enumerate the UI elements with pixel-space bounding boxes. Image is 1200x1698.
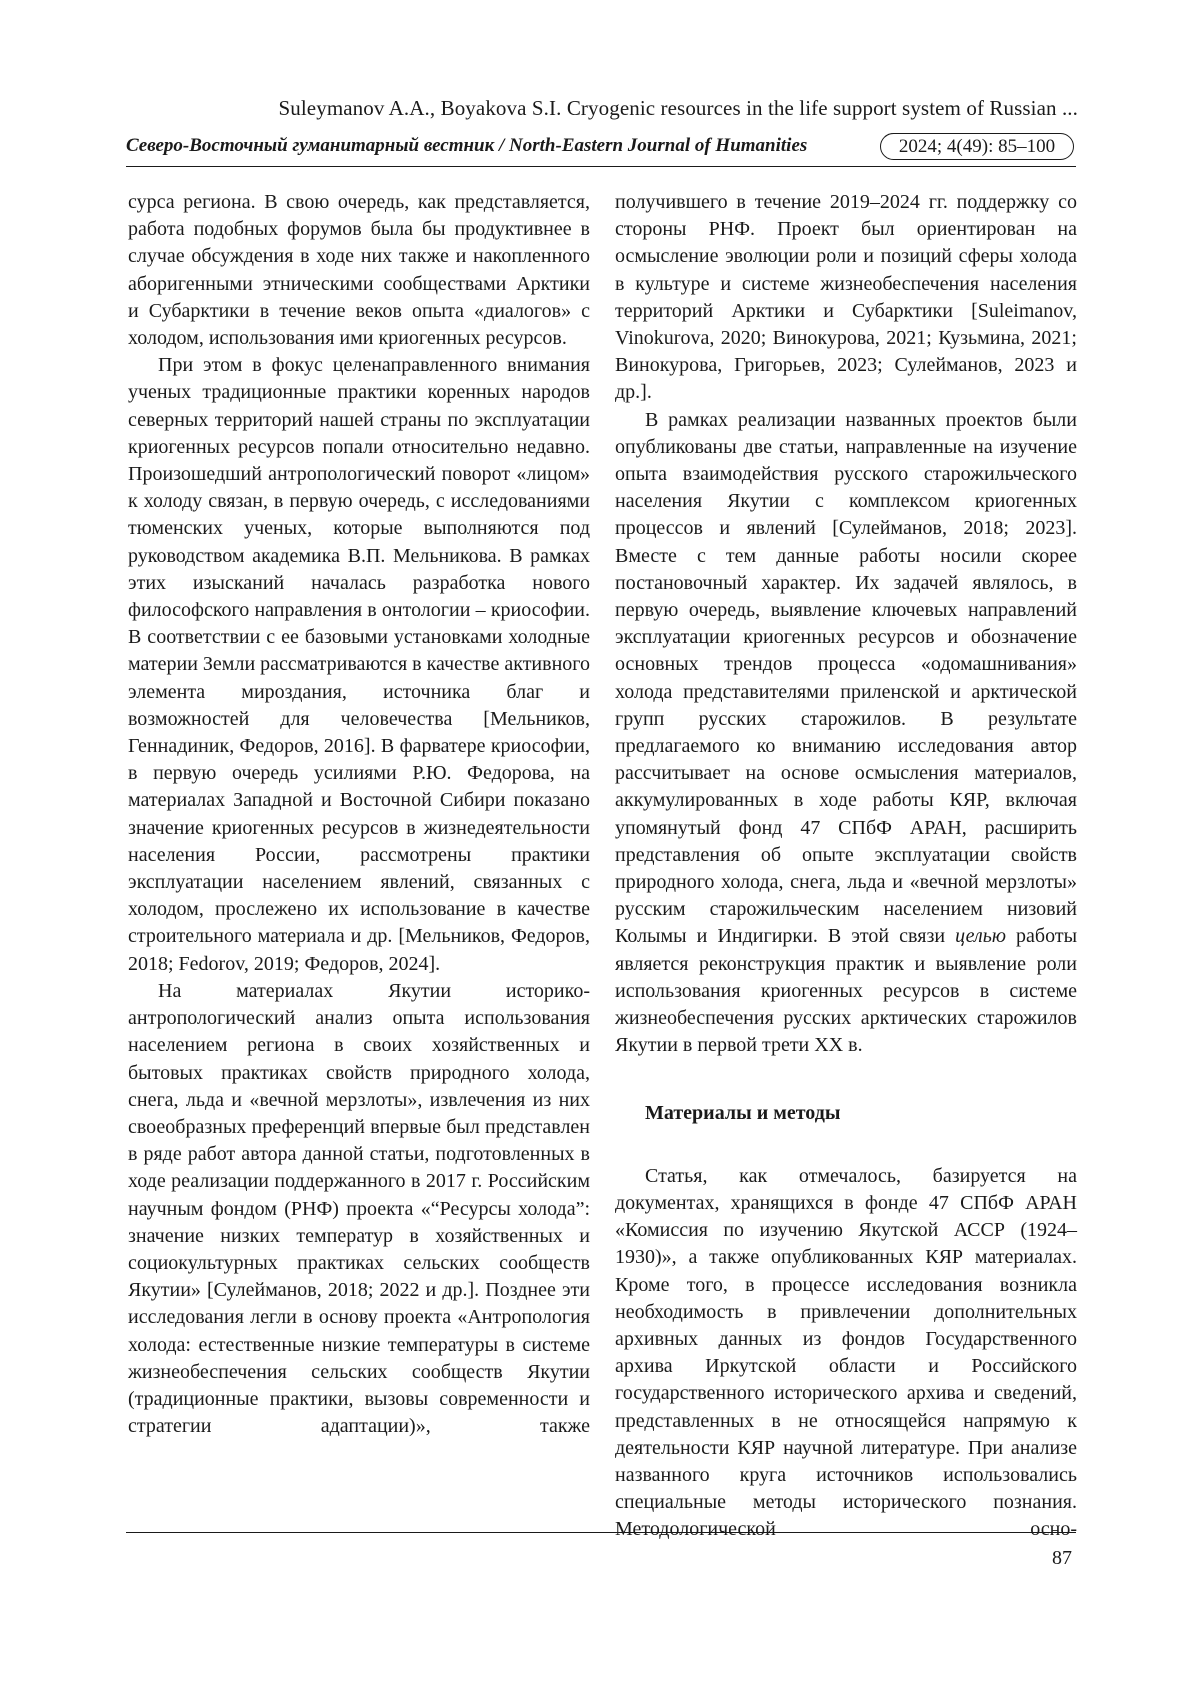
journal-title: Северо-Восточный гуманитарный вестник / North-Eastern Journal of Humanities <box>126 135 808 156</box>
left-column <box>128 189 590 1440</box>
paragraph-aim <box>615 407 1077 1060</box>
aim-text: В рамках реализации названных проектов были опубликованы две статьи, направленные на изучение опыта взаимодействия русского старожильческого населения Якутии с комплексом криогенных процессов и явлений [Сулейманов, 2018; 2023]. Вместе с тем данные работы носили скорее постановочный характер. Их задачей являлось, в первую очередь, выявление ключевых направлений эксплуатации криогенных ресурсов и обозначение основных трендов процесса «одомашнивания» холода представителями приленской и арктической групп русских старожилов. В результате предлагаемого ко вниманию исследования автор рассчитывает на основе осмысления материалов, аккумулированных в ходе работы КЯР, включая упомянутый фонд 47 СПбФ АРАН, расширить представления об опыте эксплуатации свойств природного холода, снега, льда и «вечной мерзлоты» русским старожильческим населением низовий Колымы и Индигирки. В этой связи <box>615 408 1077 948</box>
right-column <box>615 189 1077 1544</box>
footer-rule <box>126 1532 1076 1533</box>
section-heading: Материалы и методы <box>645 1101 841 1124</box>
paragraph-cryosophy: При этом в фокус целенаправленного внимания ученых традиционные практики коренных народов северных территорий нашей страны по эксплуатации криогенных ресурсов попали относительно недавно. Произошедший антропологический поворот «лицом» к холоду связан, в первую очередь, с исследованиями тюменских ученых, которые выполняются под руководством академика В.П. Мельникова. В рамках этих изысканий началась разработка нового философского направления в онтологии – криософии. В соответствии с ее базовыми установками холодные материи Земли рассматриваются в качестве активного элемента мироздания, источника благ и возможностей для человечества [Мельников, Геннадиник, Федоров, 2016]. В фарватере криософии, в первую очередь усилиями Р.Ю. Федорова, на материалах Западной и Восточной Сибири показано значение криогенных ресурсов в жизнедеятельности населения России, рассмотрены практики эксплуатации населением явлений, связанных с холодом, прослежено их использование в качестве строительного материала и др. [Мельников, Федоров, 2018; Fedorov, 2019; Федоров, 2024]. <box>128 354 590 975</box>
issue-badge: 2024; 4(49): 85–100 <box>880 133 1074 160</box>
paragraph-continuation: сурса региона. В свою очередь, как представляется, работа подобных форумов была бы продуктивнее в случае обсуждения в ходе них также и накопленного аборигенными этническими сообществами Арктики и Субарктики в течение веков опыта «диалогов» с холодом, использования ими криогенных ресурсов. <box>128 191 590 350</box>
paragraph-rnf-project: получившего в течение 2019–2024 гг. поддержку со стороны РНФ. Проект был ориентирован на осмысление эволюции роли и позиций сферы холода в культуре и системе жизнеобеспечения населения территорий Арктики и Субарктики [Suleimanov, Vinokurova, 2020; Винокурова, 2021; Кузьмина, 2021; Винокурова, Григорьев, 2023; Сулейманов, 2023 и др.]. <box>615 191 1077 404</box>
paragraph-methods: Статья, как отмечалось, базируется на документах, хранящихся в фонде 47 СПбФ АРАН «Комиссия по изучению Якутской АССР (1924–1930)», а также опубликованных КЯР материалах. Кроме того, в процессе исследования возникла необходимость в привлечении дополнительных архивных данных из фондов Государственного архива Иркутской области и Российского государственного исторического архива и сведений, представленных в не относящейся напрямую к деятельности КЯР научной литературе. При анализе названного круга источников использовались специальные методы исторического познания. Методологической осно- <box>615 1164 1077 1541</box>
paragraph-yakutia-research: На материалах Якутии историко-антропологический анализ опыта использования населением региона в своих хозяйственных и бытовых практиках свойств природного холода, снега, льда и «вечной мерзлоты», извлечения из них своеобразных преференций впервые был представлен в ряде работ автора данной статьи, подготовленных в ходе реализации поддержанного в 2017 г. Российским научным фондом (РНФ) проекта «“Ресурсы холода”: значение низких температур в хозяйственных и социокультурных практиках сельских сообществ Якутии» [Сулейманов, 2018; 2022 и др.]. Позднее эти исследования легли в основу проекта «Антропология холода: естественные низкие температуры в системе жизнеобеспечения сельских сообществ Якутии (традиционные практики, вызовы современности и стратегии адаптации)», также <box>128 979 590 1438</box>
aim-text-end: работы является реконструкция практик и выявление роли использования криогенных ресурсов в системе жизнеобеспечения русских арктических старожилов Якутии в первой трети XX в. <box>615 925 1078 1057</box>
page-number: 87 <box>1052 1547 1072 1569</box>
header-rule <box>126 166 1076 167</box>
running-title: Suleymanov A.A., Boyakova S.I. Cryogenic resources in the life support system of Russian ... <box>278 96 1078 120</box>
aim-emphasis: целью <box>955 925 1006 948</box>
